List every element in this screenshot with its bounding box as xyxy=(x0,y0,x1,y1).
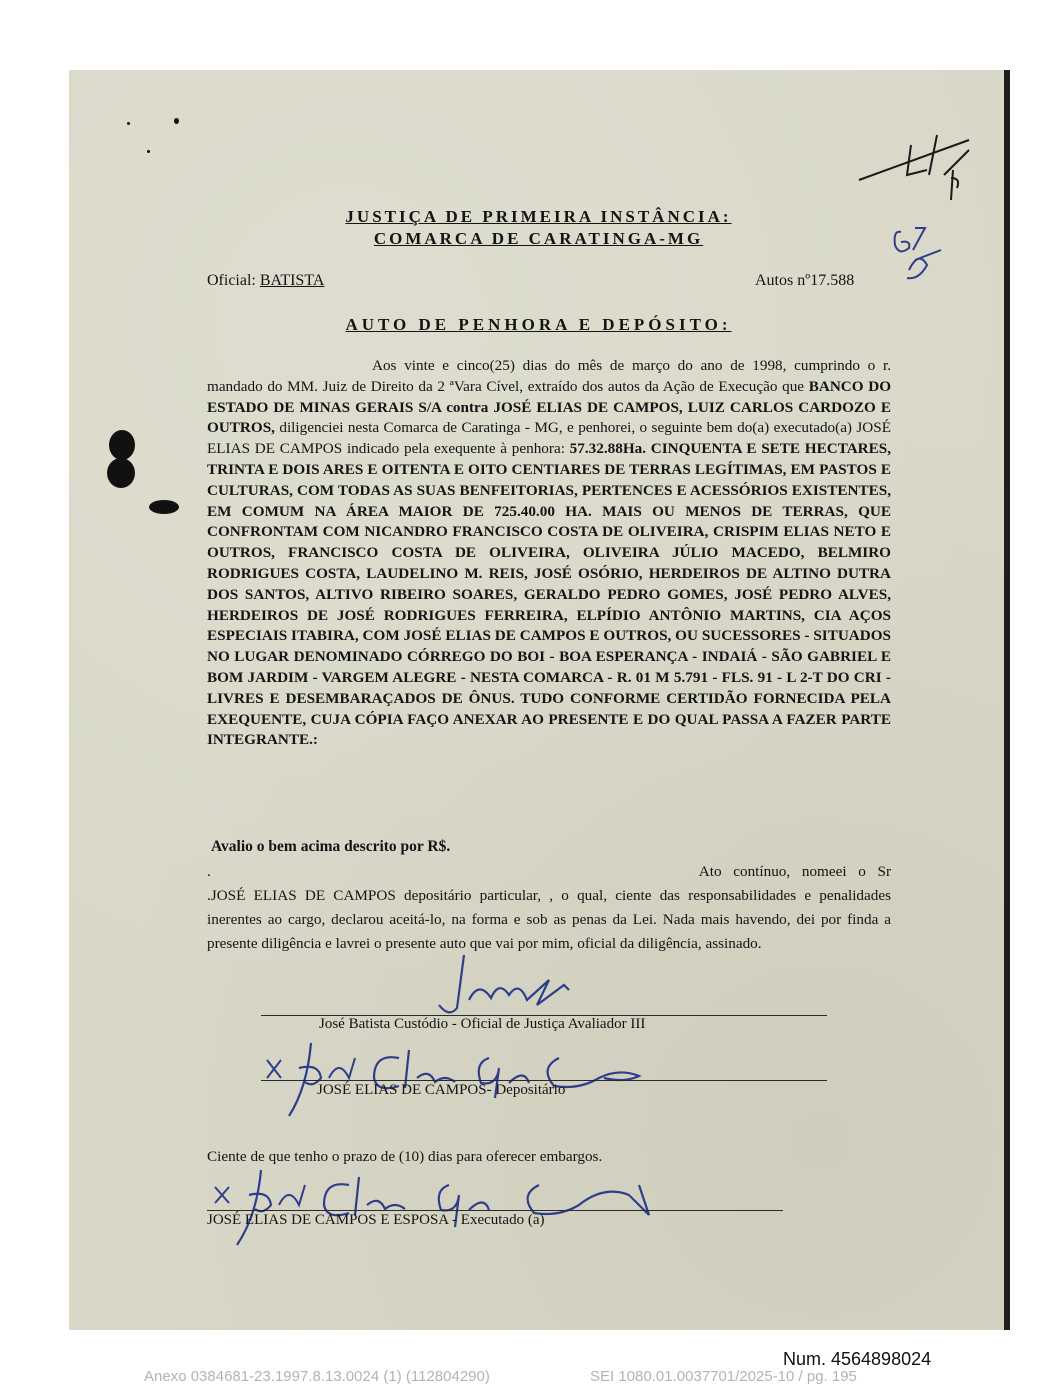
ink-blot xyxy=(149,500,179,514)
signature-label-executado: JOSÉ ELIAS DE CAMPOS E ESPOSA - Executado (a) xyxy=(207,1212,545,1228)
oficial-label: Oficial: xyxy=(207,272,256,289)
scan-edge xyxy=(1004,70,1010,1330)
ato-first: Ato contínuo, nomeei o Sr xyxy=(698,863,891,880)
signature-line xyxy=(261,1080,827,1081)
property-description: 57.32.88Ha. CINQUENTA E SETE HECTARES, TRINTA E DOIS ARES E OITENTA E OITO CENTIARES DE TERRAS LEGÍTIMAS, EM PASTOS E CULTURAS, COM TODAS AS SUAS BENFEITORIAS, PERTENCES E ACESSÓRIOS EXISTENTES, EM COMUM NA ÁREA MAIOR DE 725.40.00 HA. MAIS OU MENOS DE TERRAS, QUE CONFRONTAM COM NICANDRO FRANCISCO COSTA DE OLIVEIRA, CRISPIM ELIAS NETO E OUTROS, FRANCISCO COSTA DE OLIVEIRA, OLIVEIRA JÚLIO MACEDO, BELMIRO RODRIGUES COSTA, LAUDELINO M. REIS, JOSÉ OSÓRIO, HERDEIROS DE ALTINO DUTRA DOS SANTOS, ALTIVO RIBEIRO SOARES, GERALDO PEDRO GOMES, JOSÉ PEDRO ALVES, HERDEIROS DE JOSÉ RODRIGUES FERREIRA, ELPÍDIO ANTÔNIO MARTINS, CIA AÇOS ESPECIAIS ITABIRA, COM JOSÉ ELIAS DE CAMPOS E OUTROS, OU SUCESSORES - SITUADOS NO LUGAR DENOMINADO CÓRREGO DO BOI - BOA ESPERANÇA - INDAIÁ - SÃO GABRIEL E BOM JARDIM - VARGEM ALEGRE - NESTA COMARCA - R. 01 M 5.791 - FLS. 91 - L 2-T DO CRI - LIVRES E DESEMBARAÇADOS DE ÔNUS. TUDO CONFORME CERTIDÃO FORNECIDA PELA EXEQUENTE, CUJA CÓPIA FAÇO ANEXAR AO PRESENTE E DO QUAL PASSA A FAZER PARTE INTEGRANTE.: xyxy=(207,440,892,749)
ink-speck xyxy=(127,122,130,125)
document-body xyxy=(207,356,891,751)
signature-line xyxy=(207,1210,783,1211)
ink-blot xyxy=(107,458,135,488)
body-bold-text: BANCO DO ESTADO DE MINAS GERAIS S/A contra JOSÉ ELIAS DE CAMPOS, LUIZ CARLOS CARDOZO E OUTROS, xyxy=(207,377,892,437)
ink-speck xyxy=(174,118,179,124)
footer-annex-reference: Anexo 0384681-23.1997.8.13.0024 (1) (112804290) xyxy=(144,1368,490,1385)
oficial-name: BATISTA xyxy=(259,272,325,289)
footer-sei-reference: SEI 1080.01.0037701/2025-10 / pg. 195 xyxy=(590,1368,857,1385)
court-heading-line1: JUSTIÇA DE PRIMEIRA INSTÂNCIA: xyxy=(345,207,732,226)
ciente-statement: Ciente de que tenho o prazo de (10) dias para oferecer embargos. xyxy=(207,1148,603,1165)
stray-dot: . xyxy=(207,863,211,880)
court-heading-line2: COMARCA DE CARATINGA-MG xyxy=(373,229,704,248)
body-text: diligenciei nesta Comarca de Caratinga - MG, e penhorei, o seguinte bem do(a) executado(a) JOSÉ ELIAS DE CAMPOS indicado pela exequente à penhora: xyxy=(207,419,891,458)
signature-label-oficial: José Batista Custódio - Oficial de Justiça Avaliador III xyxy=(319,1016,646,1032)
body-text: Aos vinte e cinco(25) dias do mês de março do ano de 1998, cumprindo o r. mandado do MM. Juiz de Direito da 2 ªVara Cível, extraído dos autos da Ação de Execução que xyxy=(207,357,891,395)
ato-rest: .JOSÉ ELIAS DE CAMPOS depositário particular, , o qual, ciente das responsabilidades e penalidades inerentes ao cargo, declarou aceitá-lo, na forma e sob as penas da Lei. Nada mais havendo, dei por finda a presente diligência e lavrei o presente auto que vai por mim, oficial da diligência, assinado. xyxy=(207,887,891,952)
document-title: AUTO DE PENHORA E DEPÓSITO: xyxy=(345,315,732,334)
ato-continuo-paragraph xyxy=(207,860,891,956)
autos-number: Autos nº17.588 xyxy=(755,272,855,289)
scanned-document-page xyxy=(69,70,1008,1330)
oficial-field xyxy=(207,272,324,290)
document-number: Num. 4564898024 xyxy=(783,1349,932,1369)
ink-speck xyxy=(147,150,150,153)
valuation-line: Avalio o bem acima descrito por R$. xyxy=(211,838,451,855)
signature-label-depositario: JOSÉ ELIAS DE CAMPOS- Depositário xyxy=(317,1082,566,1098)
ink-blot xyxy=(109,430,135,460)
handwritten-page-mark xyxy=(849,100,989,290)
